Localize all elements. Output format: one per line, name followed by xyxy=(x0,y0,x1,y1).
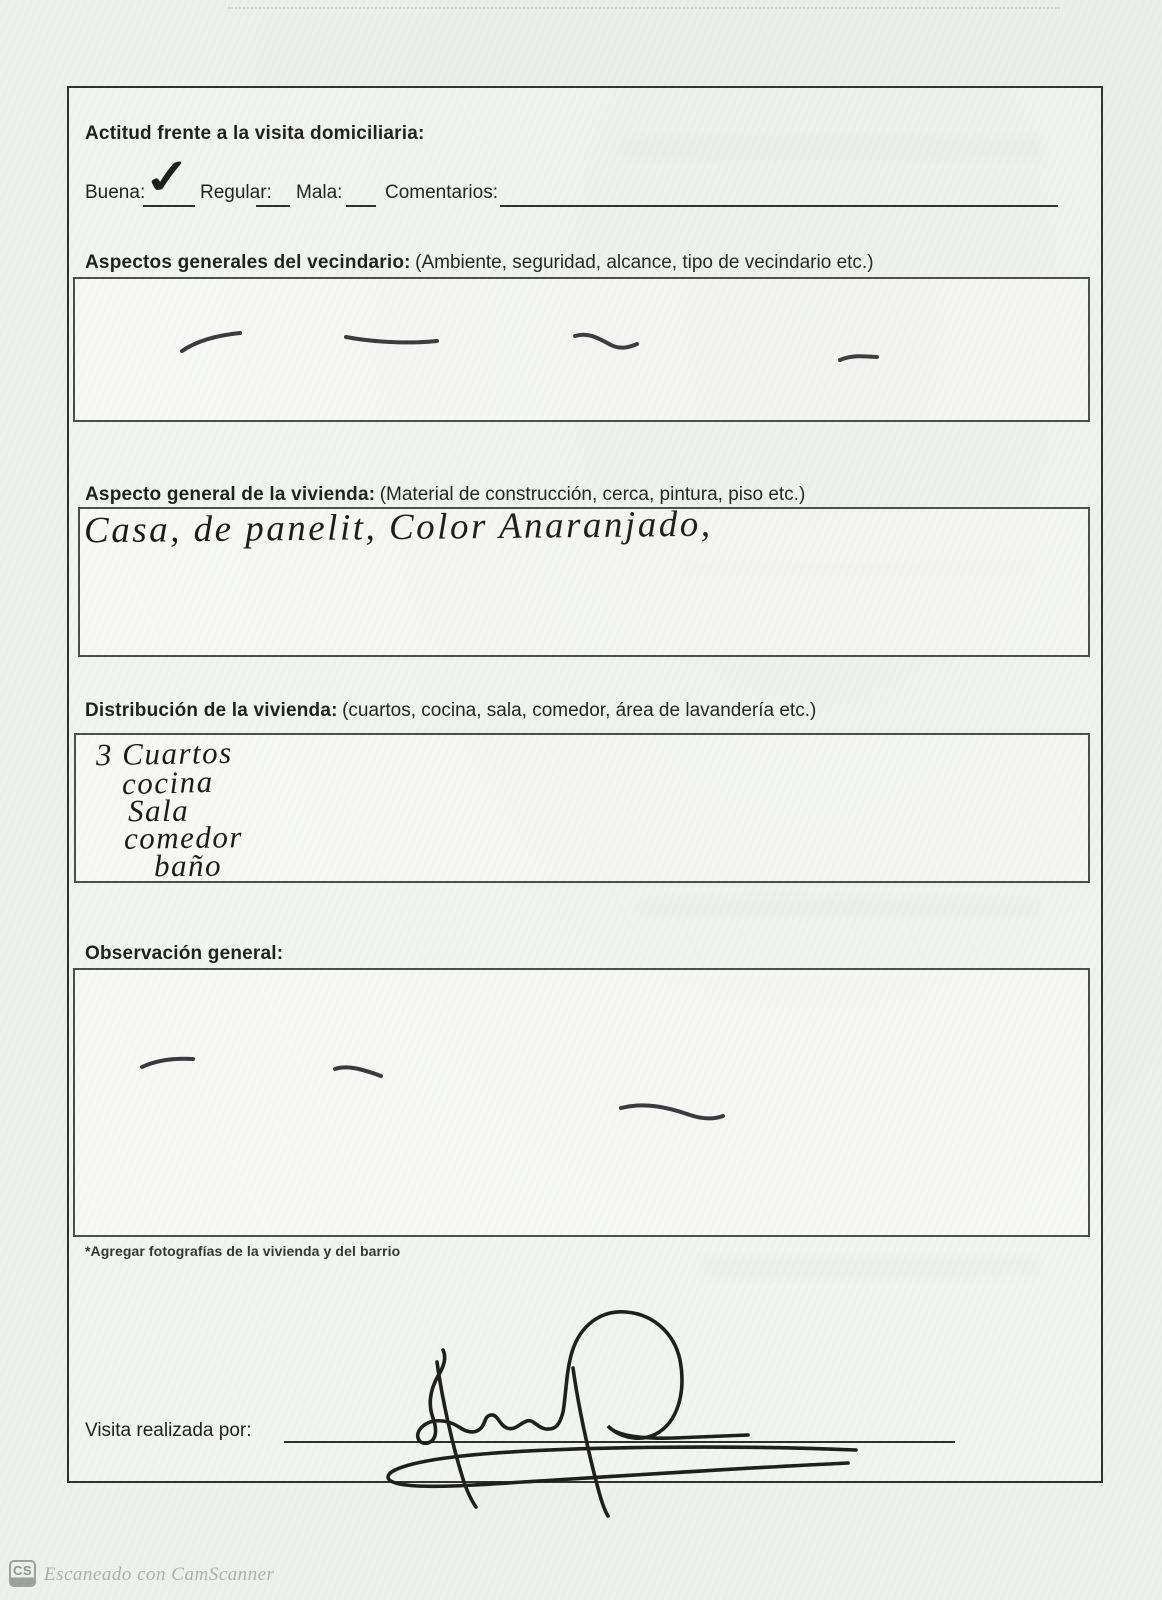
distribution-line: 3 Cuartos xyxy=(95,734,233,773)
attitude-regular-blank xyxy=(256,205,290,207)
neighborhood-hint: (Ambiente, seguridad, alcance, tipo de vecindario etc.) xyxy=(415,252,874,273)
distribution-line: Sala xyxy=(127,792,190,829)
housing-title: Aspecto general de la vivienda: xyxy=(85,484,376,505)
observation-title: Observación general: xyxy=(85,943,284,964)
distribution-hint: (cuartos, cocina, sala, comedor, área de lavandería etc.) xyxy=(342,700,817,721)
distribution-line: cocina xyxy=(121,763,215,802)
camscanner-badge-text: CS xyxy=(12,1563,33,1578)
section-title-observation xyxy=(85,943,283,965)
visited-by-line xyxy=(284,1441,955,1443)
neighborhood-field xyxy=(73,277,1090,422)
distribution-line: baño xyxy=(153,847,223,884)
housing-hint: (Material de construcción, cerca, pintura, piso etc.) xyxy=(379,484,806,505)
distribution-line: comedor xyxy=(123,819,244,856)
attitude-comments-label: Comentarios: xyxy=(385,182,498,203)
scan-edge-line xyxy=(228,7,1060,9)
section-title-distribution xyxy=(85,700,816,722)
camscanner-logo xyxy=(9,1560,36,1587)
attitude-good-blank xyxy=(143,205,195,207)
attitude-bad-blank xyxy=(346,205,376,207)
visited-by-label: Visita realizada por: xyxy=(85,1420,252,1441)
attitude-comments-blank xyxy=(500,205,1058,207)
attitude-regular-label: Regular: xyxy=(200,182,272,203)
section-title-neighborhood xyxy=(85,252,874,274)
observation-field xyxy=(73,968,1090,1237)
section-title-attitude: Actitud frente a la visita domiciliaria: xyxy=(85,123,425,144)
neighborhood-title: Aspectos generales del vecindario: xyxy=(85,252,411,273)
camscanner-credit: Escaneado con CamScanner xyxy=(44,1564,275,1585)
attitude-good-label: Buena: xyxy=(85,182,146,203)
footnote: *Agregar fotografías de la vivienda y del barrio xyxy=(85,1243,401,1259)
attitude-good-checkmark: ✓ xyxy=(140,148,195,205)
housing-value: Casa, de panelit, Color Anaranjado, xyxy=(83,503,713,552)
attitude-bad-label: Mala: xyxy=(296,182,343,203)
distribution-title: Distribución de la vivienda: xyxy=(85,700,338,721)
